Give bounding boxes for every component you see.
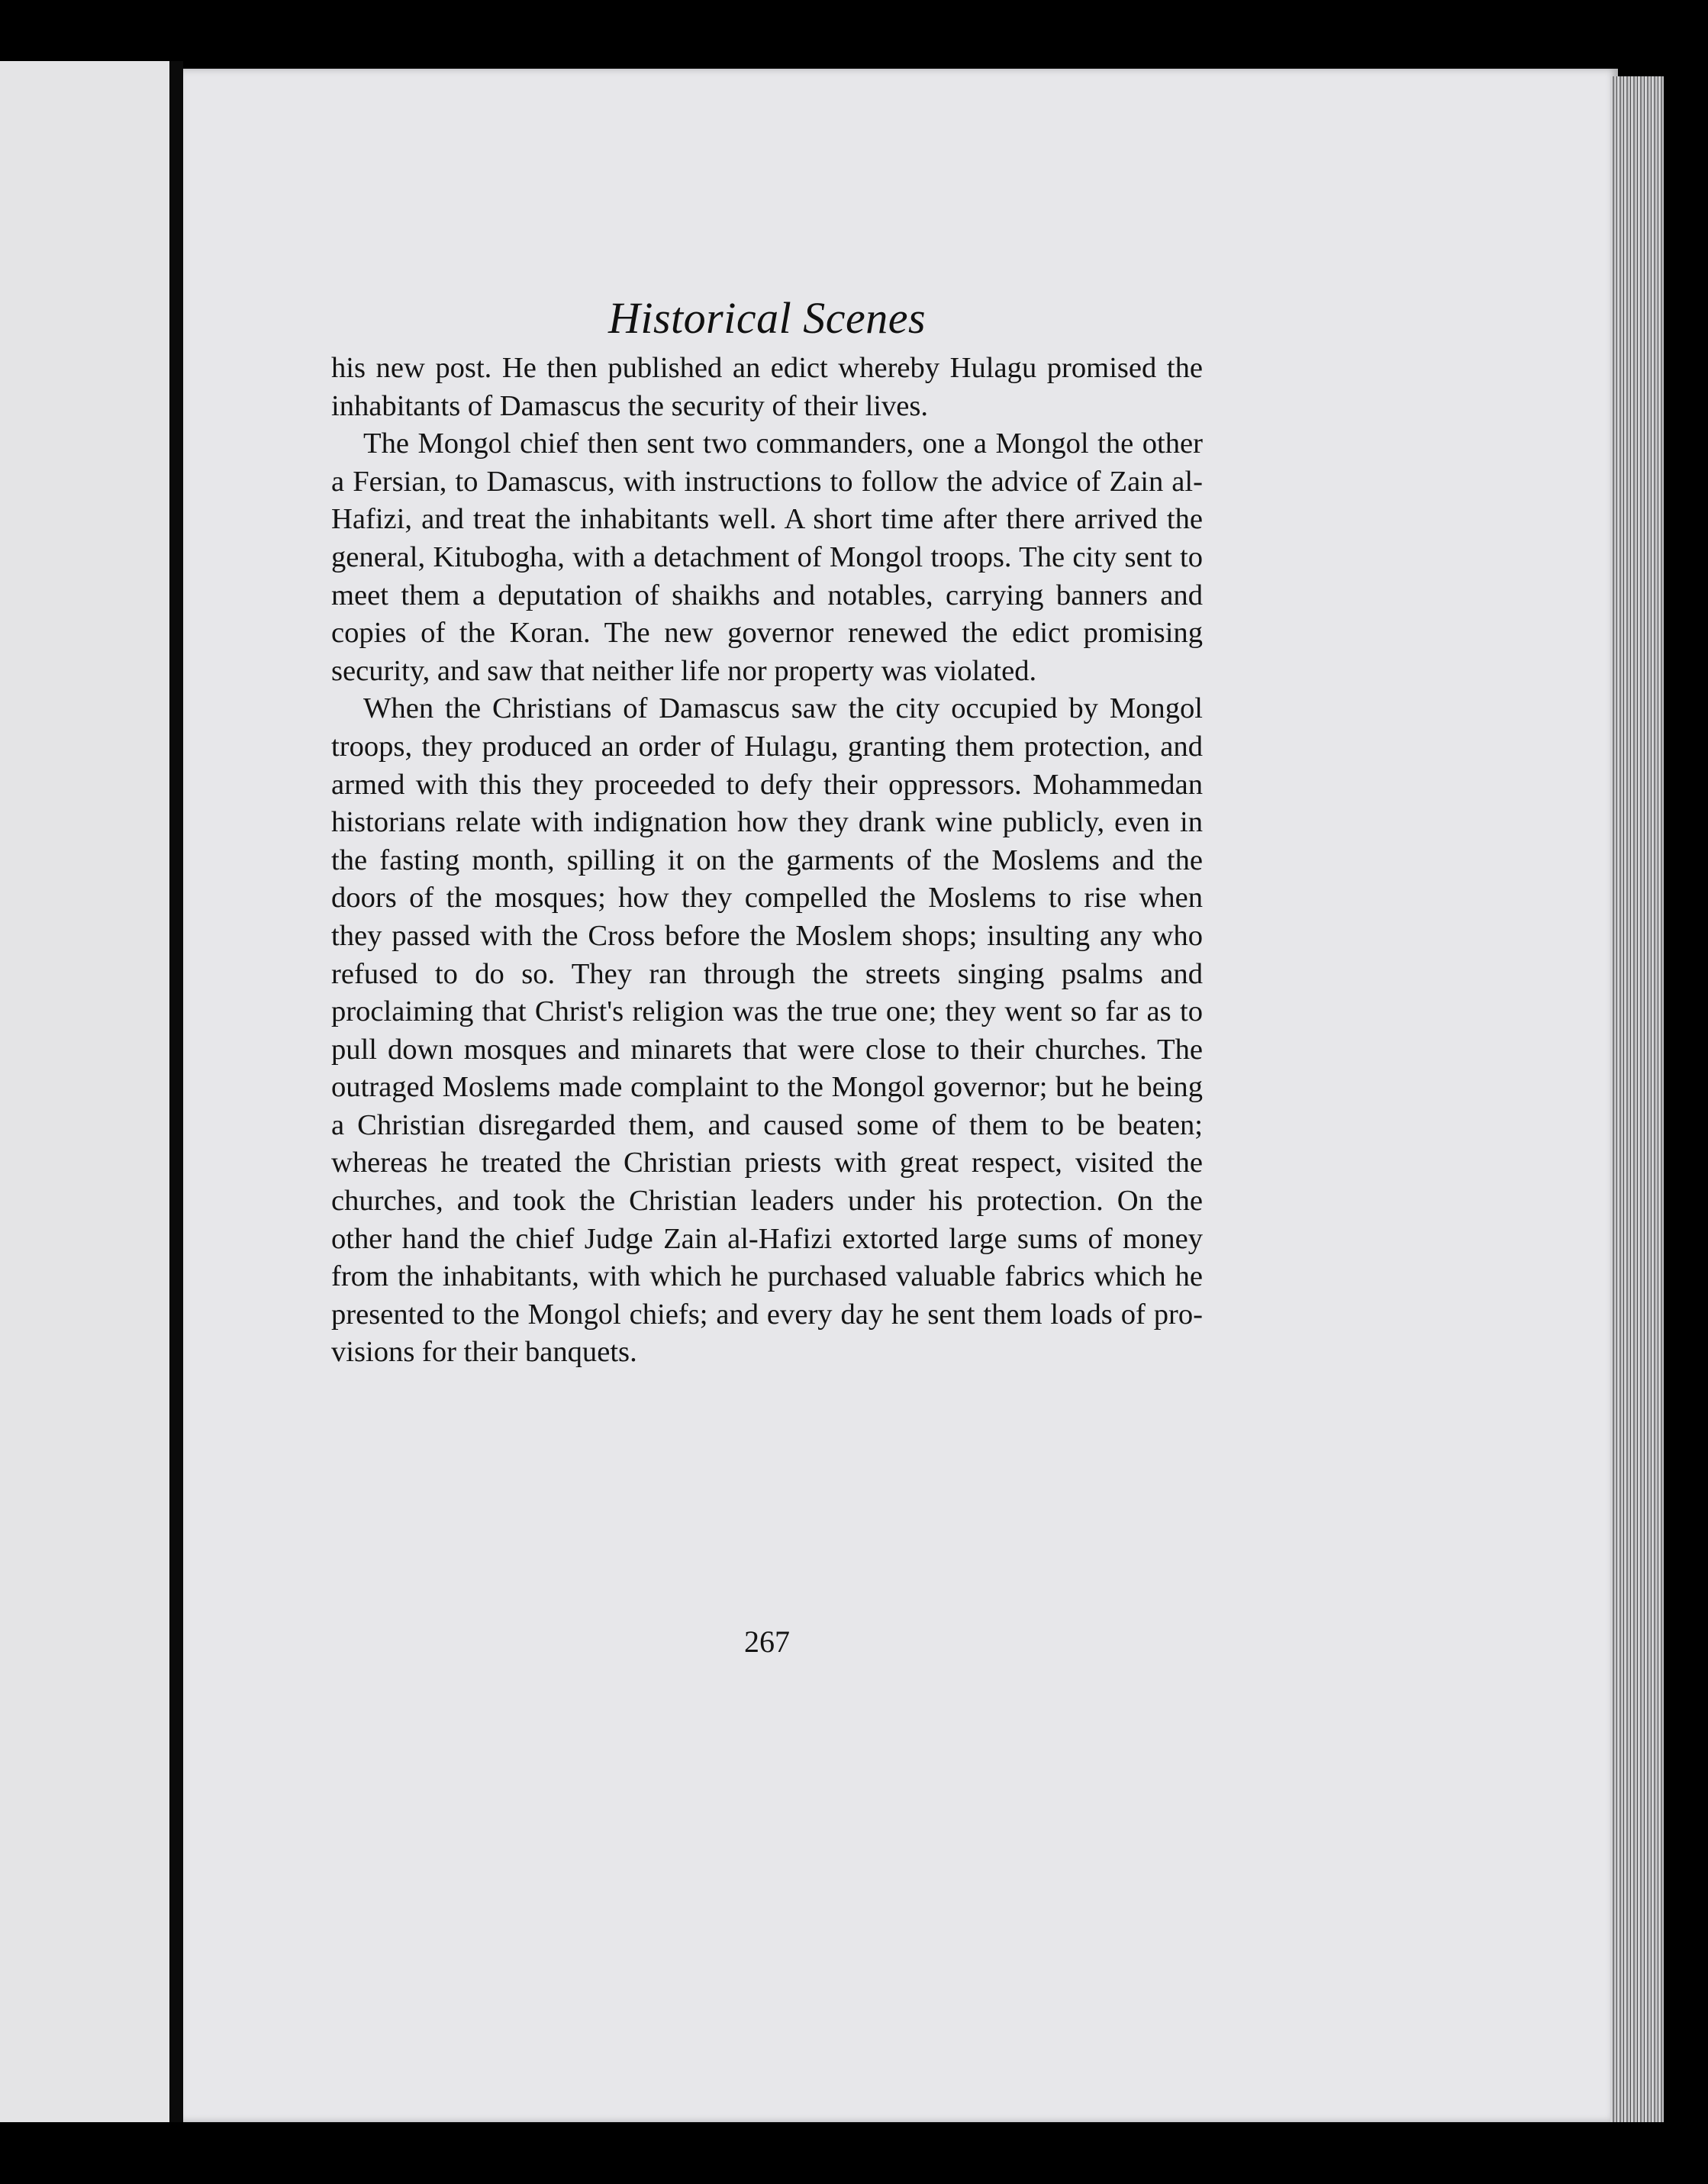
page-stack-edges: [1610, 76, 1664, 2122]
scan-bottom-border: [0, 2122, 1708, 2184]
paragraph-1: his new post. He then published an edict whereby Hulagu promised the inhabitants of Damascus the security of their lives.: [331, 352, 1203, 422]
body-text: [331, 350, 1203, 1372]
book-gutter: [169, 61, 183, 2122]
page-number: 267: [744, 1624, 790, 1659]
paragraph-3: When the Christians of Damascus saw the city occupied by Mongol troops, they produced an order of Hulagu, granting them protection, and armed with this they proceeded to defy their oppressors. Mohammedan historians relate with indignation how they drank wine publicly, even in the fasting month, spilling it on the garments of the Moslems and the doors of the mosques; how they compelled the Moslems to rise when they passed with the Cross before the Moslem shops; insulting any who refused to do so. They ran through the streets singing psalms and proclaiming that Christ's religion was the true one; they went so far as to pull down mosques and minarets that were close to their churches. The outraged Moslems made complaint to the Mongol governor; but he being a Christian disregarded them, and caused some of them to be beaten; whereas he treated the Christian priests with great respect, visited the churches, and took the Christian leaders under his protection. On the other hand the chief Judge Zain al-Hafizi extorted large sums of money from the inhabitants, with which he purchased valuable fabrics which he presented to the Mongol chiefs; and every day he sent them loads of provisions for their banquets.: [331, 692, 1203, 1369]
paragraph-2: The Mongol chief then sent two commanders, one a Mongol the other a Fersian, to Damascus, with instructions to follow the advice of Zain al-Hafizi, and treat the inhabitants well. A short time after there arrived the general, Kitubogha, with a detachment of Mongol troops. The city sent to meet them a deputation of shaikhs and notables, carrying banners and copies of the Koran. The new governor renewed the edict promising security, and saw that neither life nor property was violated.: [331, 427, 1203, 687]
running-head: Historical Scenes: [607, 293, 927, 343]
facing-page-edge: [0, 61, 169, 2122]
